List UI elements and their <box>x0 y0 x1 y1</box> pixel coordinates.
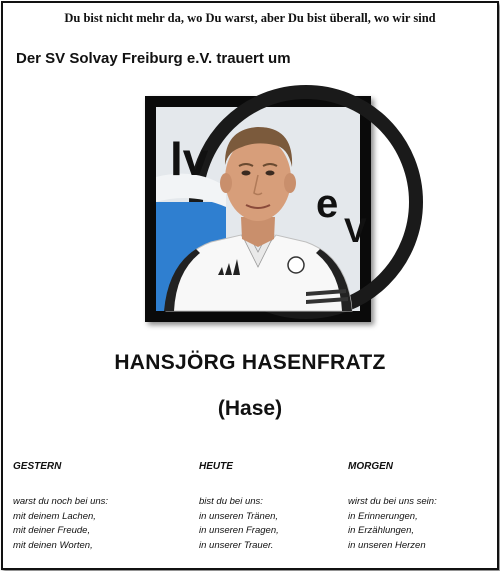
column-heading: GESTERN <box>13 461 62 472</box>
column-gestern <box>13 461 163 553</box>
column-morgen <box>348 461 498 553</box>
svg-text:lv: lv <box>170 133 209 185</box>
verse-line: in Erinnerungen, <box>348 510 418 522</box>
verse-line: in unserer Trauer. <box>199 539 274 551</box>
deceased-name: HANSJÖRG HASENFRATZ <box>114 351 386 374</box>
deceased-nickname: (Hase) <box>217 397 283 420</box>
verse-line: in Erzählungen, <box>348 525 415 536</box>
verse-line: mit deiner Freude, <box>13 525 91 536</box>
verse-line: warst du noch bei uns: <box>13 496 109 507</box>
svg-text:V: V <box>344 212 367 250</box>
verse-line: in unseren Fragen, <box>199 525 279 536</box>
column-heute <box>199 461 349 553</box>
verse-line: mit deinem Lachen, <box>13 510 96 522</box>
portrait-frame <box>145 96 371 322</box>
verse-line: wirst du bei uns sein: <box>348 496 437 507</box>
verse-line: bist du bei uns: <box>199 496 263 507</box>
motto-line: Du bist nicht mehr da, wo Du warst, aber Du bist überall, wo wir sind <box>64 11 436 25</box>
verse-line: mit deinen Worten, <box>13 539 93 551</box>
portrait-photo <box>156 107 367 311</box>
intro-text: Der SV Solvay Freiburg e.V. trauert um <box>16 50 291 67</box>
verse-line: in unseren Herzen <box>348 539 426 551</box>
portrait-illustration <box>156 107 367 311</box>
column-heading: HEUTE <box>199 461 233 472</box>
obituary-page <box>1 1 499 570</box>
column-heading: MORGEN <box>348 461 393 472</box>
svg-text:e: e <box>316 182 339 226</box>
verse-line: in unseren Tränen, <box>199 510 279 522</box>
